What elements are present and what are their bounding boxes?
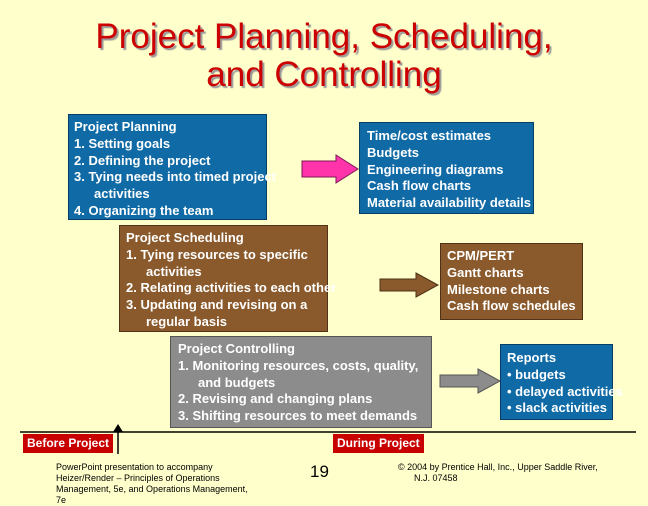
planning-arrow [300,153,360,185]
title-line-2: and Controlling [206,55,442,94]
planning-item: activities [94,186,150,202]
planning-item: 4. Organizing the team [74,202,214,218]
planning-output-item: Cash flow charts [367,178,472,194]
scheduling-output-item: Cash flow schedules [447,298,576,314]
scheduling-arrow [378,270,440,300]
scheduling-outputs-box [440,243,583,320]
footer-right [398,462,598,484]
planning-item: 3. Tying needs into timed project [74,169,277,185]
controlling-box [170,336,432,428]
page-number: 19 [310,462,329,481]
footer-left-line: 7e [56,495,67,505]
slide-title [0,18,648,94]
footer-left-line: PowerPoint presentation to accompany [56,462,213,472]
controlling-item: 2. Revising and changing plans [178,391,373,407]
scheduling-heading: Project Scheduling [126,230,244,245]
scheduling-box [119,225,337,332]
planning-output-item: Budgets [367,144,419,160]
controlling-item: 3. Shifting resources to meet demands [178,408,418,424]
title-line-1: Project Planning, Scheduling, [95,17,553,56]
scheduling-item: regular basis [146,313,227,329]
planning-output-item: Engineering diagrams [367,161,504,177]
controlling-output-item: • budgets [507,366,566,382]
controlling-output-item: • delayed activities [507,383,623,399]
planning-output-item: Material availability details [367,195,532,211]
footer-right-line: © 2004 by Prentice Hall, Inc., Upper Saddle River, [398,462,598,472]
scheduling-output-item: CPM/PERT [447,248,515,263]
scheduling-output-item: Milestone charts [447,281,550,297]
scheduling-item: 2. Relating activities to each other [126,280,337,296]
planning-outputs-box [359,122,534,214]
controlling-output-item: Reports [507,350,557,365]
planning-item: 1. Setting goals [74,135,171,151]
scheduling-output-item: Gantt charts [447,264,524,280]
controlling-item: and budgets [198,374,276,390]
controlling-item: 1. Monitoring resources, costs, quality, [178,357,419,373]
scheduling-item: 3. Updating and revising on a [126,297,308,313]
during-project-label: During Project [333,434,424,453]
before-project-label: Before Project [23,434,113,453]
scheduling-item: 1. Tying resources to specific [126,246,308,262]
scheduling-item: activities [146,263,202,279]
footer-left-line: Heizer/Render – Principles of Operations [56,473,220,483]
planning-heading: Project Planning [74,119,177,134]
controlling-arrow [438,366,502,396]
controlling-outputs-box [500,344,623,420]
planning-box [68,114,277,220]
planning-output-item: Time/cost estimates [367,128,492,143]
footer-left [56,462,248,506]
controlling-heading: Project Controlling [178,341,295,356]
footer-right-line: N.J. 07458 [414,473,458,483]
controlling-output-item: • slack activities [507,400,607,416]
planning-item: 2. Defining the project [74,152,211,168]
footer-left-line: Management, 5e, and Operations Management, [56,484,248,494]
